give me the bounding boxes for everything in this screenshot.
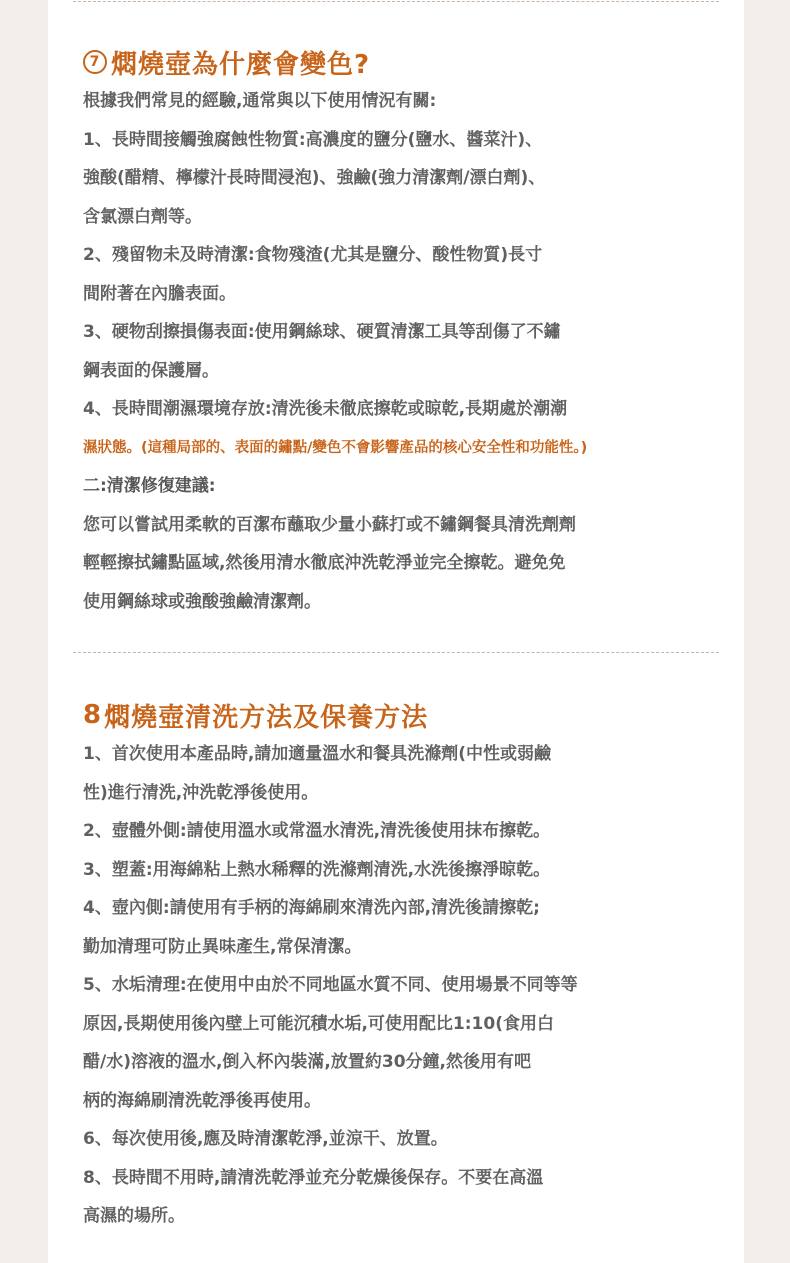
divider-middle <box>73 652 719 653</box>
text-line: 鋼表面的保護層。 <box>83 360 219 381</box>
section-8-title <box>83 695 703 735</box>
text-line: 醋/水)溶液的溫水,倒入杯內裝滿,放置約30分鐘,然後用有吧 <box>83 1052 532 1072</box>
text-line: 根據我們常見的經驗,通常與以下使用情況有關: <box>83 91 437 111</box>
section-7-number: 7 <box>83 50 107 74</box>
repair-heading: 二:清潔修復建議: <box>83 476 216 496</box>
section-7-body <box>83 82 703 429</box>
text-line: 勤加清理可防止異味產生,常保清潔。 <box>83 936 362 957</box>
section-8 <box>83 695 703 1236</box>
section-8-number: 8 <box>83 700 103 730</box>
text-line: 1、首次使用本產品時,請加適量溫水和餐具洗滌劑(中性或弱鹼 <box>83 744 552 764</box>
text-line: 間附著在內膽表面。 <box>83 283 236 304</box>
text-line: 原因,長期使用後內壁上可能沉積水垢,可使用配比1:10(食用白 <box>83 1013 554 1034</box>
text-line: 含氯漂白劑等。 <box>83 206 202 227</box>
text-line: 2、殘留物未及時清潔:食物殘渣(尤其是鹽分、酸性物質)長寸 <box>83 245 543 265</box>
text-line: 輕輕擦拭鏽點區域,然後用清水徹底沖洗乾淨並完全擦乾。避免免 <box>83 553 566 573</box>
text-line: 性)進行清洗,沖洗乾淨後使用。 <box>83 782 319 803</box>
text-line: 強酸(醋精、檸檬汁長時間浸泡)、強鹼(強力清潔劑/漂白劑)、 <box>83 168 546 188</box>
text-line: 2、壺體外側:請使用溫水或常溫水清洗,清洗後使用抹布擦乾。 <box>83 821 551 841</box>
text-line: 4、壺內側:請使用有手柄的海綿刷來清洗內部,清洗後請擦乾; <box>83 898 540 918</box>
text-line: 使用鋼絲球或強酸強鹼清潔劑。 <box>83 591 321 612</box>
content-card <box>48 0 744 1263</box>
section-7-title <box>83 42 703 82</box>
text-line: 3、塑蓋:用海綿粘上熱水稀釋的洗滌劑清洗,水洗後擦淨晾乾。 <box>83 859 551 880</box>
repair-body <box>83 506 703 622</box>
text-line: 8、長時間不用時,請清洗乾淨並充分乾燥後保存。不要在高溫 <box>83 1167 544 1188</box>
text-line: 4、長時間潮濕環境存放:清洗後未徹底擦乾或晾乾,長期處於潮潮 <box>83 399 568 419</box>
text-line: 高濕的場所。 <box>83 1206 185 1226</box>
text-line: 您可以嘗試用柔軟的百潔布蘸取少量小蘇打或不鏽鋼餐具清洗劑劑 <box>83 514 576 535</box>
section-7-note: 濕狀態。(這種局部的、表面的鏽點/變色不會影響產品的核心安全性和功能性。) <box>83 439 588 456</box>
section-7 <box>83 42 703 621</box>
text-line: 5、水垢清理:在使用中由於不同地區水質不同、使用場景不同等等 <box>83 975 578 995</box>
text-line: 柄的海綿刷清洗乾淨後再使用。 <box>83 1090 321 1111</box>
section-7-title-text: 燜燒壺為什麼會變色? <box>111 49 371 80</box>
section-8-title-text: 燜燒壺清洗方法及保養方法 <box>104 702 429 733</box>
text-line: 1、長時間接觸強腐蝕性物質:高濃度的鹽分(鹽水、醬菜汁)、 <box>83 129 543 150</box>
text-line: 3、硬物刮擦損傷表面:使用鋼絲球、硬質清潔工具等刮傷了不鏽 <box>83 322 561 342</box>
section-8-body <box>83 735 703 1236</box>
text-line: 6、每次使用後,應及時清潔乾淨,並涼干、放置。 <box>83 1129 448 1149</box>
divider-top <box>73 1 719 2</box>
